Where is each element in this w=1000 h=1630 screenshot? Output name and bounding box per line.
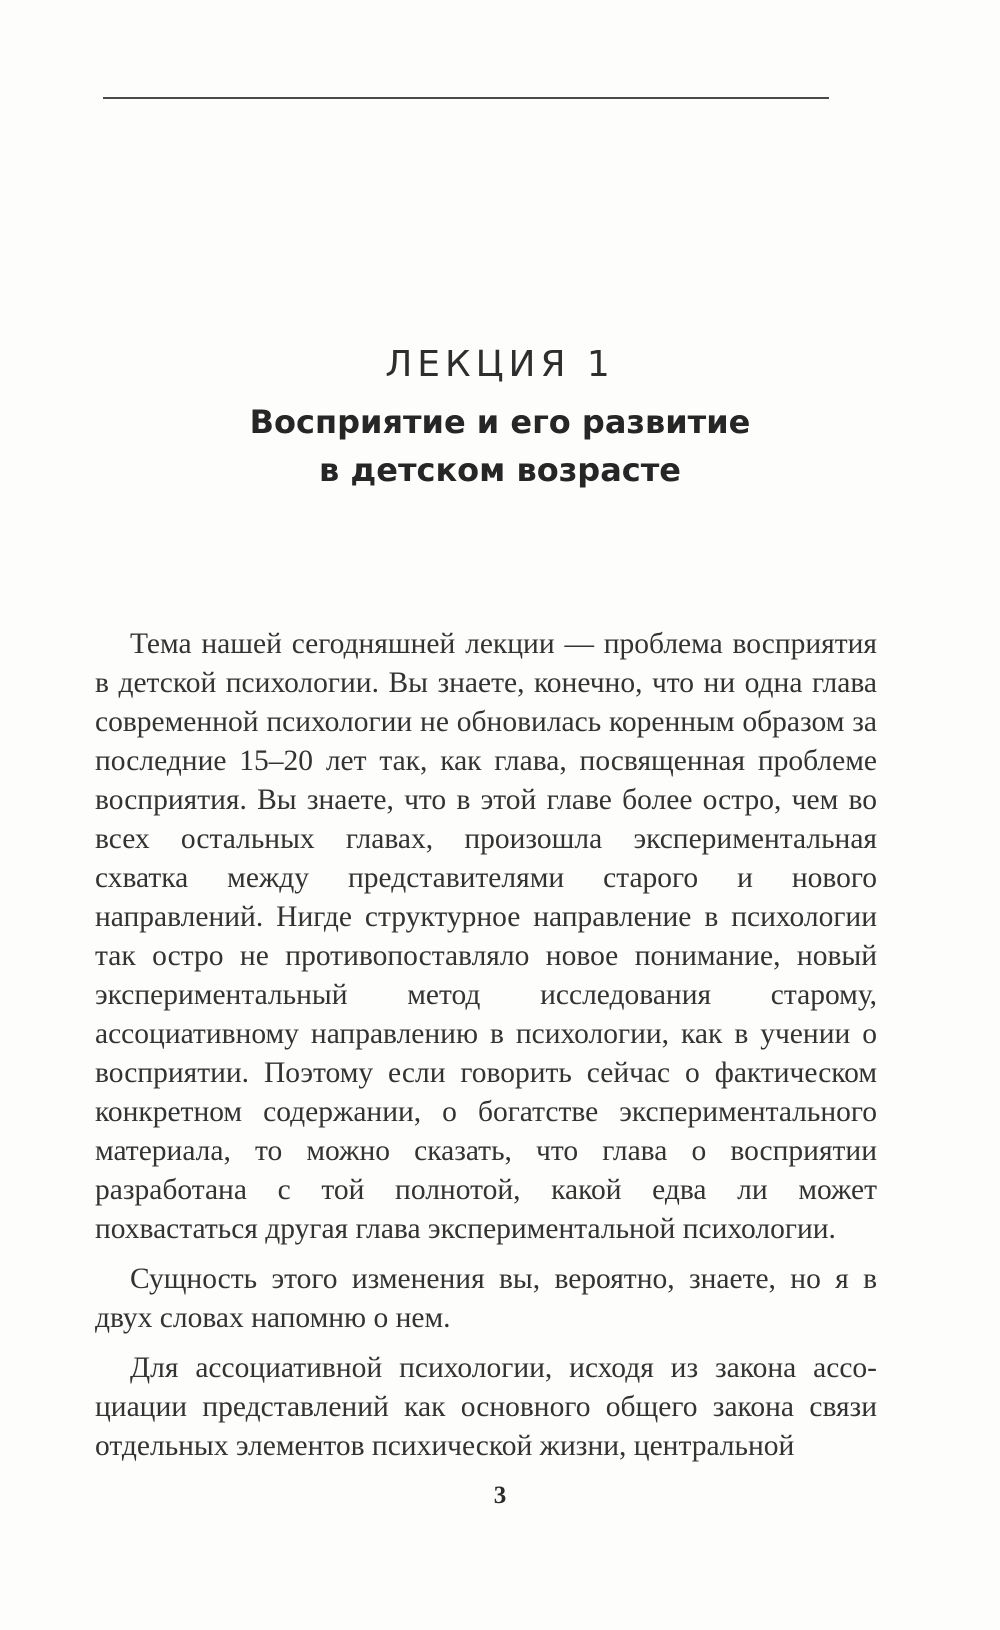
lecture-label: ЛЕКЦИЯ 1 [385, 344, 615, 385]
paragraph-2: Сущность этого изменения вы, вероятно, знаете, но я в двух словах напомню о нем. [95, 1263, 877, 1334]
chapter-title [0, 398, 1000, 494]
body-text [95, 625, 877, 1477]
paragraph-3: Для ассоциативной психологии, исходя из закона ассоциации представлений как основного общего закона связи отдельных элементов психической жизни, центральной [95, 1352, 877, 1462]
chapter-title-line-2: в детском возрасте [319, 451, 681, 489]
paragraph-1: Тема нашей сегодняшней лекции — проблема восприятия в детской психологии. Вы знаете, конечно, что ни одна глава современной психологии не обновилась коренным образом за последние 15–20 лет так, как глава, посвященная проблеме восприятия. Вы знаете, что в этой главе более остро, чем во всех остальных главах, произошла экспериментальная схватка между представителями старого и нового направлений. Нигде структурное направление в психологии так остро не противопоставляло новое понимание, новый экспериментальный метод исследования старому, ассоциативному направлению в психологии, как в учении о восприятии. Поэтому если говорить сейчас о фактическом конкретном содержании, о богатстве экспериментального материала, то можно сказать, что глава о восприятии разработана с той полнотой, какой едва ли может похвастаться другая глава экспериментальной психологии. [95, 628, 877, 1245]
chapter-title-line-1: Восприятие и его развитие [249, 403, 751, 441]
page-number: 3 [493, 1482, 507, 1509]
top-rule [103, 97, 829, 99]
